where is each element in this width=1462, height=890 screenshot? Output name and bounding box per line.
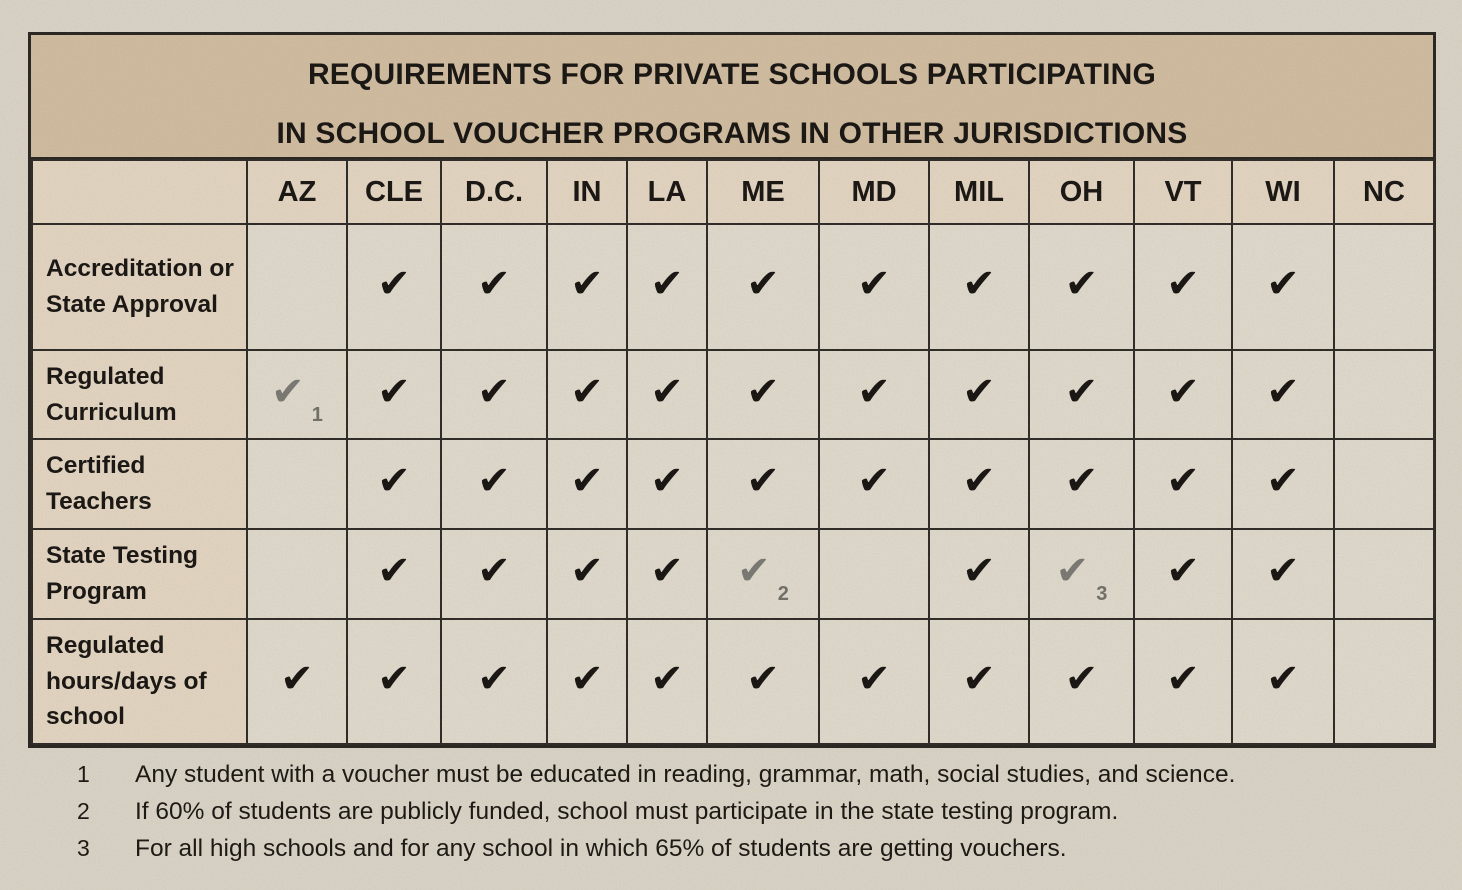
check-icon: ✔ xyxy=(857,655,891,702)
check-cell xyxy=(1029,529,1134,619)
check-cell xyxy=(1232,619,1334,744)
requirements-grid xyxy=(31,159,1435,745)
check-cell xyxy=(547,350,627,439)
check-icon: ✔ xyxy=(1166,458,1200,504)
check-icon: ✔ xyxy=(857,368,891,415)
row-label: Accreditation or State Approval xyxy=(32,224,247,350)
check-icon: ✔ xyxy=(570,548,604,594)
check-cell xyxy=(627,619,707,744)
check-cell xyxy=(347,350,441,439)
check-icon: ✔ xyxy=(570,261,604,307)
check-cell xyxy=(1232,224,1334,350)
column-header-md: MD xyxy=(819,160,929,224)
check-cell xyxy=(1334,619,1434,744)
footnote-number: 2 xyxy=(77,798,90,824)
check-icon: ✔ xyxy=(1166,368,1200,415)
check-icon: ✔ xyxy=(962,458,996,504)
check-cell xyxy=(819,350,929,439)
check-cell xyxy=(247,529,347,619)
check-icon: ✔ xyxy=(962,261,996,307)
check-icon: ✔ xyxy=(746,458,780,504)
gray-check-icon: ✔ xyxy=(271,368,305,415)
check-cell xyxy=(247,224,347,350)
column-header-dc: D.C. xyxy=(441,160,547,224)
column-header-row xyxy=(32,160,1434,224)
check-cell xyxy=(929,439,1029,529)
check-icon: ✔ xyxy=(650,458,684,504)
check-icon: ✔ xyxy=(962,368,996,415)
footnote xyxy=(0,830,1462,867)
gray-check-icon: ✔ xyxy=(1055,548,1090,594)
check-cell xyxy=(1334,224,1434,350)
check-icon: ✔ xyxy=(746,368,780,415)
table-row xyxy=(32,439,1434,529)
check-icon: ✔ xyxy=(280,655,314,702)
check-icon: ✔ xyxy=(477,655,511,702)
footnote-number: 1 xyxy=(77,761,90,787)
column-header-la: LA xyxy=(627,160,707,224)
check-icon: ✔ xyxy=(1064,655,1099,702)
table-title-banner xyxy=(31,35,1433,159)
corner-cell xyxy=(32,160,247,224)
check-cell xyxy=(819,619,929,744)
footnote-ref: 2 xyxy=(777,583,789,605)
check-cell xyxy=(347,224,441,350)
check-cell xyxy=(707,529,819,619)
check-icon: ✔ xyxy=(1166,548,1200,594)
check-cell xyxy=(247,439,347,529)
check-icon: ✔ xyxy=(477,548,511,594)
check-cell xyxy=(1134,619,1232,744)
check-icon: ✔ xyxy=(570,458,604,504)
footnote-text: If 60% of students are publicly funded, school must participate in the state testing program. xyxy=(135,798,1119,825)
check-cell xyxy=(1029,350,1134,439)
check-icon: ✔ xyxy=(1266,261,1300,307)
footnote xyxy=(0,756,1462,793)
check-icon: ✔ xyxy=(1166,261,1200,307)
footnote-ref: 1 xyxy=(311,403,323,426)
check-cell xyxy=(547,619,627,744)
check-icon: ✔ xyxy=(650,261,684,307)
check-cell xyxy=(1134,529,1232,619)
check-icon: ✔ xyxy=(377,368,411,415)
check-cell xyxy=(547,224,627,350)
check-cell xyxy=(347,529,441,619)
check-cell xyxy=(1134,439,1232,529)
check-cell xyxy=(1134,350,1232,439)
check-icon: ✔ xyxy=(857,261,891,307)
check-icon: ✔ xyxy=(570,655,604,702)
check-cell xyxy=(707,224,819,350)
check-icon: ✔ xyxy=(1266,655,1300,702)
check-icon: ✔ xyxy=(1166,655,1200,702)
check-icon: ✔ xyxy=(477,458,511,504)
check-cell xyxy=(441,224,547,350)
footnote xyxy=(0,793,1462,830)
row-label: Regulated hours/days of school xyxy=(32,619,247,744)
column-header-vt: VT xyxy=(1134,160,1232,224)
table-row xyxy=(32,529,1434,619)
table-row xyxy=(32,619,1434,744)
check-cell xyxy=(929,350,1029,439)
table-row xyxy=(32,350,1434,439)
row-label: Certified Teachers xyxy=(32,439,247,529)
check-icon: ✔ xyxy=(962,655,996,702)
check-icon: ✔ xyxy=(650,548,684,594)
footnotes xyxy=(0,756,1462,867)
check-cell xyxy=(627,529,707,619)
check-icon: ✔ xyxy=(1266,368,1300,415)
check-cell xyxy=(707,350,819,439)
table-row xyxy=(32,224,1434,350)
check-cell xyxy=(1334,350,1434,439)
check-icon: ✔ xyxy=(377,655,411,702)
check-icon: ✔ xyxy=(1064,368,1099,415)
check-cell xyxy=(819,439,929,529)
check-cell xyxy=(929,529,1029,619)
check-icon: ✔ xyxy=(1266,458,1300,504)
check-cell xyxy=(247,619,347,744)
check-cell xyxy=(547,439,627,529)
requirements-table xyxy=(28,32,1436,748)
check-icon: ✔ xyxy=(570,368,604,415)
check-icon: ✔ xyxy=(857,458,891,504)
column-header-oh: OH xyxy=(1029,160,1134,224)
check-cell xyxy=(441,350,547,439)
check-cell xyxy=(929,224,1029,350)
check-cell xyxy=(627,439,707,529)
column-header-cle: CLE xyxy=(347,160,441,224)
check-cell xyxy=(347,619,441,744)
check-cell xyxy=(441,619,547,744)
check-icon: ✔ xyxy=(1064,261,1099,307)
check-cell xyxy=(441,529,547,619)
check-cell xyxy=(1134,224,1232,350)
row-label: State Testing Program xyxy=(32,529,247,619)
check-cell xyxy=(707,439,819,529)
check-cell xyxy=(819,529,929,619)
column-header-wi: WI xyxy=(1232,160,1334,224)
column-header-mil: MIL xyxy=(929,160,1029,224)
column-header-me: ME xyxy=(707,160,819,224)
column-header-in: IN xyxy=(547,160,627,224)
check-icon: ✔ xyxy=(746,261,780,307)
check-cell xyxy=(247,350,347,439)
check-icon: ✔ xyxy=(1064,458,1099,504)
check-icon: ✔ xyxy=(377,261,411,307)
gray-check-icon: ✔ xyxy=(737,548,771,594)
footnote-text: For all high schools and for any school in which 65% of students are getting vouchers. xyxy=(135,835,1067,862)
footnote-ref: 3 xyxy=(1096,583,1108,605)
check-cell xyxy=(1232,439,1334,529)
footnote-text: Any student with a voucher must be educated in reading, grammar, math, social studies, and science. xyxy=(135,761,1236,788)
check-cell xyxy=(441,439,547,529)
title-line-1: REQUIREMENTS FOR PRIVATE SCHOOLS PARTICIPATING xyxy=(307,58,1157,91)
footnote-number: 3 xyxy=(77,835,90,861)
title-line-2: IN SCHOOL VOUCHER PROGRAMS IN OTHER JURISDICTIONS xyxy=(276,117,1188,150)
check-cell xyxy=(1029,224,1134,350)
check-cell xyxy=(1232,529,1334,619)
column-header-nc: NC xyxy=(1334,160,1434,224)
check-cell xyxy=(627,224,707,350)
check-cell xyxy=(819,224,929,350)
check-icon: ✔ xyxy=(962,548,996,594)
check-icon: ✔ xyxy=(477,368,511,415)
check-cell xyxy=(347,439,441,529)
check-cell xyxy=(547,529,627,619)
check-icon: ✔ xyxy=(1266,548,1300,594)
column-header-az: AZ xyxy=(247,160,347,224)
check-cell xyxy=(627,350,707,439)
check-icon: ✔ xyxy=(650,655,684,702)
check-cell xyxy=(1029,439,1134,529)
check-cell xyxy=(929,619,1029,744)
check-cell xyxy=(1029,619,1134,744)
check-cell xyxy=(1334,439,1434,529)
check-cell xyxy=(707,619,819,744)
check-icon: ✔ xyxy=(477,261,511,307)
row-label: Regulated Curriculum xyxy=(32,350,247,439)
check-cell xyxy=(1232,350,1334,439)
check-cell xyxy=(1334,529,1434,619)
check-icon: ✔ xyxy=(650,368,684,415)
check-icon: ✔ xyxy=(377,458,411,504)
check-icon: ✔ xyxy=(377,548,411,594)
check-icon: ✔ xyxy=(746,655,780,702)
